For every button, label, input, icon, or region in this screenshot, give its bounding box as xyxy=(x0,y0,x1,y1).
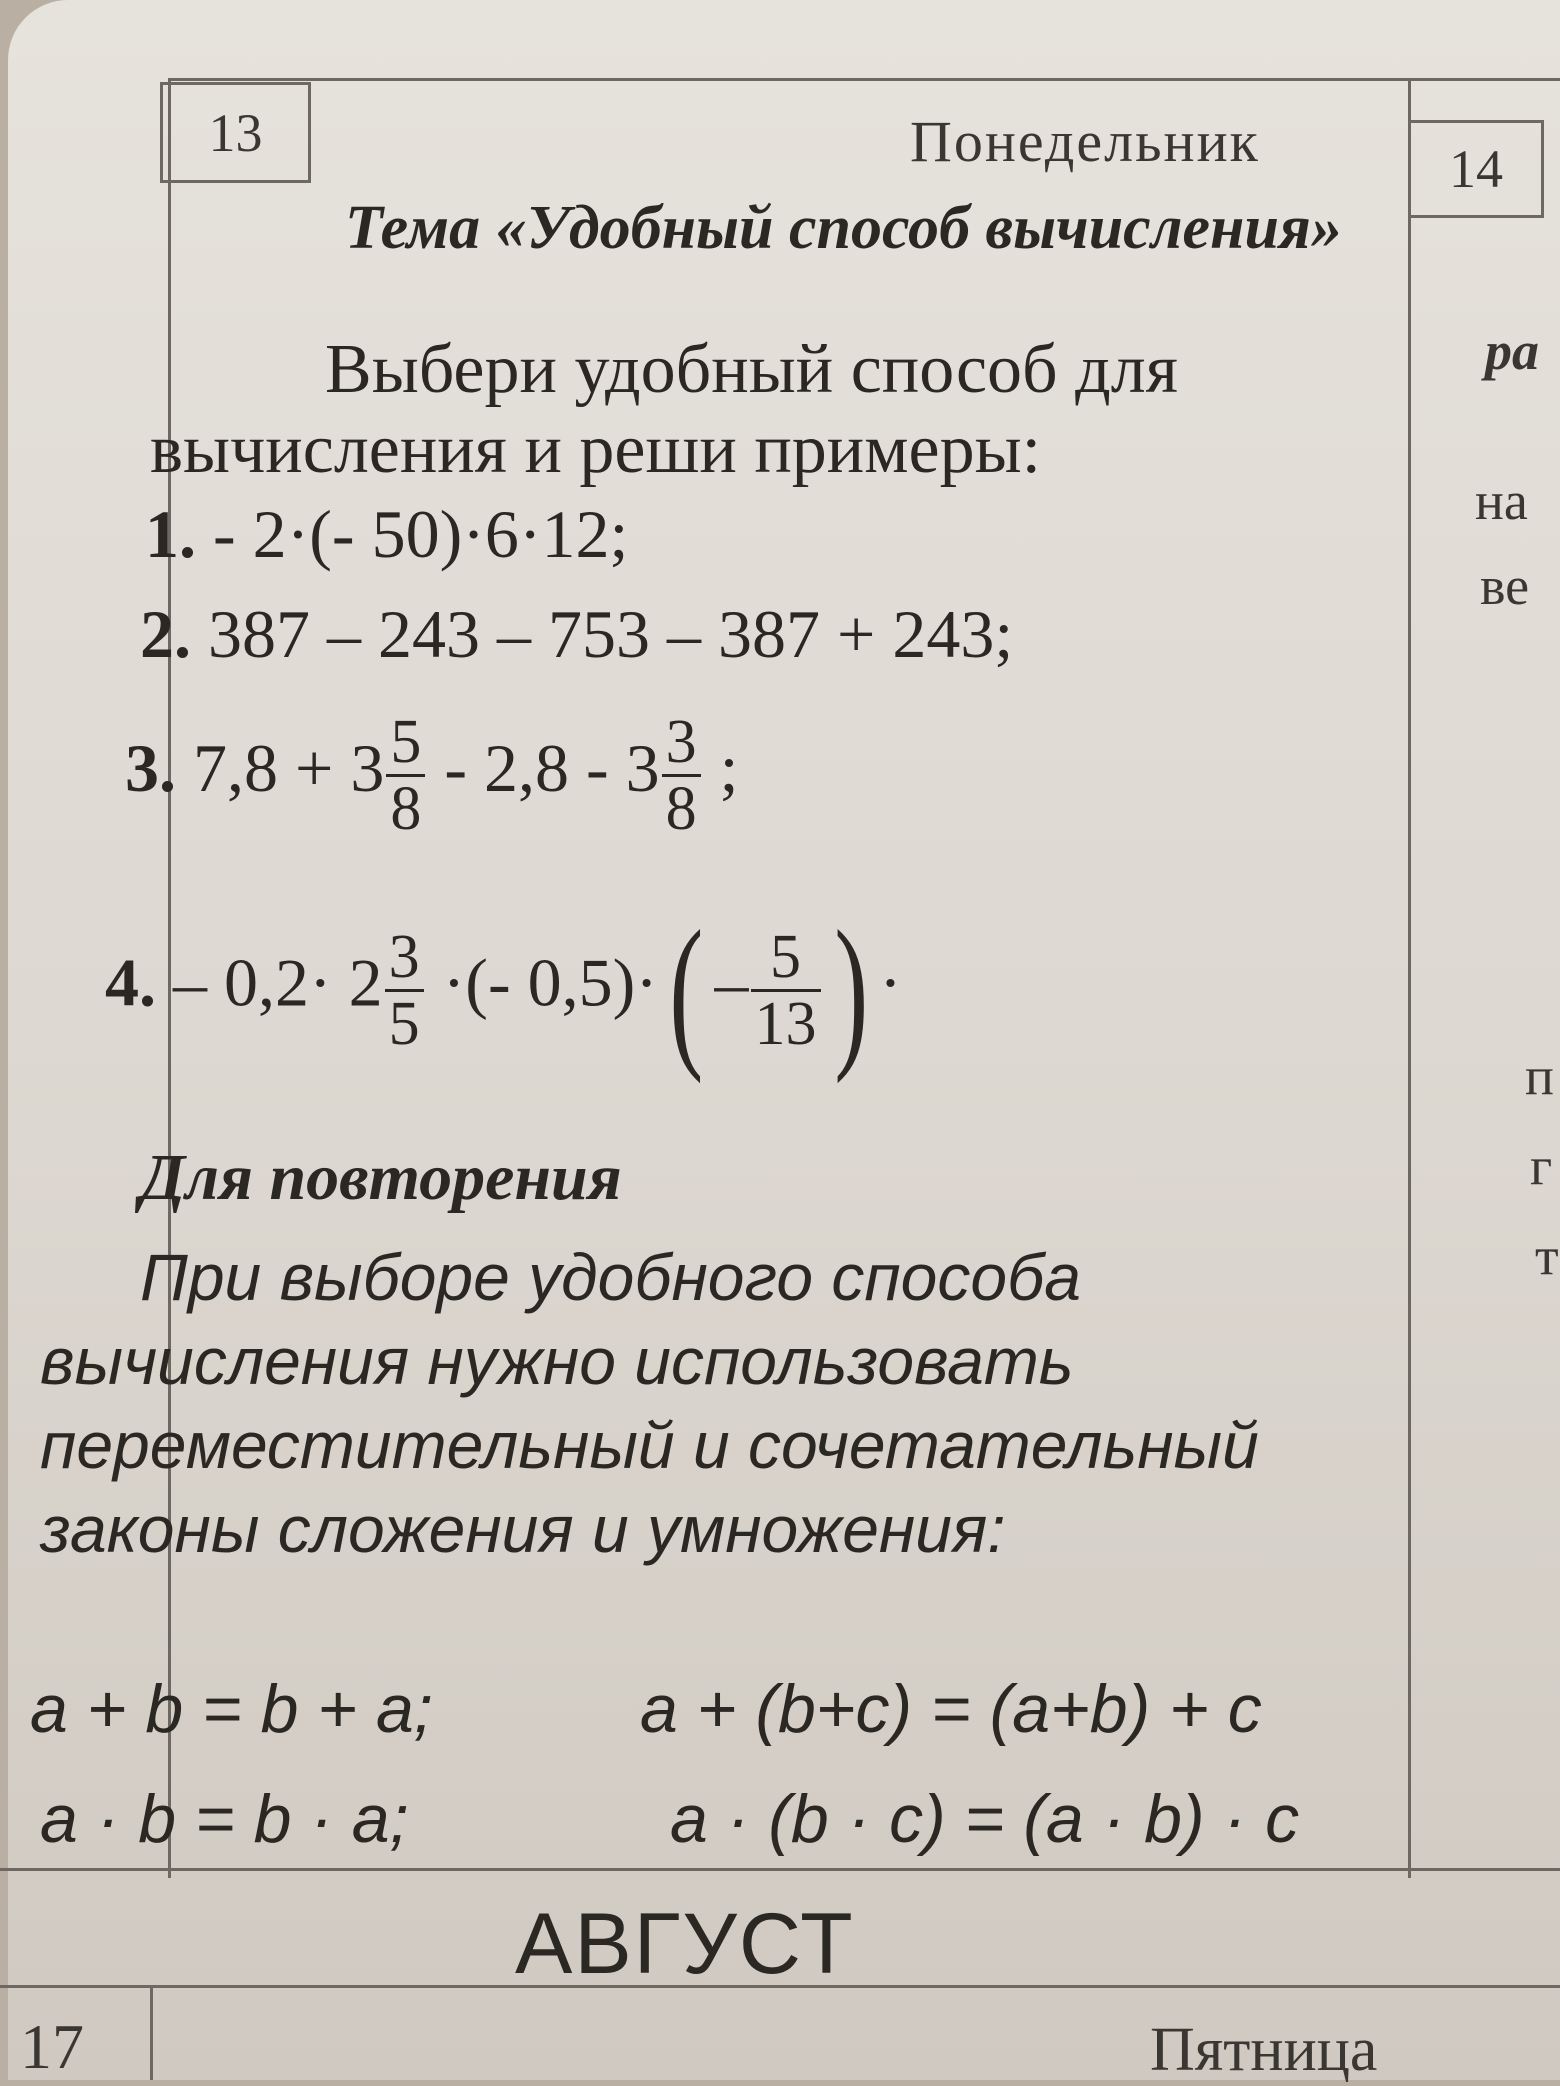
topic-title: Тема «Удобный способ вычисления» xyxy=(345,194,1342,262)
expression-tail: ; xyxy=(719,730,739,807)
fraction xyxy=(385,922,424,1058)
exercise-1 xyxy=(145,495,628,574)
exercise-number: 3. xyxy=(125,730,176,807)
review-text: При выборе удобного способа вычисления нужно использовать переместительный и сочетательный законы сложения и умножения: xyxy=(40,1240,1259,1566)
expression-part: 7,8 + 3 xyxy=(193,730,385,807)
expression-part: ·(- 0,5)· xyxy=(442,944,658,1021)
fraction-denominator: 13 xyxy=(751,989,821,1056)
column-divider xyxy=(1408,78,1411,1878)
side-fragment: г xyxy=(1530,1136,1553,1196)
top-border xyxy=(170,78,1560,81)
exercise-number: 4. xyxy=(105,944,156,1021)
fraction xyxy=(662,710,701,841)
fraction-denominator: 8 xyxy=(662,774,701,841)
exercise-number: 2. xyxy=(140,596,191,672)
bottom-border xyxy=(0,1868,1560,1871)
exercise-number: 1. xyxy=(145,496,196,572)
side-fragment: ве xyxy=(1480,556,1530,616)
side-fragment: т xyxy=(1535,1226,1559,1286)
formula-associative-add: a + (b+c) = (a+b) + c xyxy=(640,1671,1262,1747)
review-title: Для повторения xyxy=(140,1141,622,1214)
fraction-denominator: 5 xyxy=(385,989,424,1056)
expression-part: - 2,8 - 3 xyxy=(444,730,660,807)
exercise-expression: 387 – 243 – 753 – 387 + 243; xyxy=(208,596,1014,672)
footer-divider xyxy=(150,1985,153,2080)
day-number-box xyxy=(160,82,311,183)
fraction-numerator: 5 xyxy=(390,708,422,776)
formula-associative-mul: a · (b · c) = (a · b) · c xyxy=(670,1781,1300,1857)
weekday-label: Понедельник xyxy=(910,109,1260,174)
fraction xyxy=(386,710,425,841)
fraction xyxy=(751,922,821,1058)
next-day-number: 14 xyxy=(1449,139,1503,199)
exercise-4 xyxy=(105,896,902,1084)
left-paren: ( xyxy=(669,896,704,1084)
expression-part: – 0,2· 2 xyxy=(173,944,383,1021)
exercise-2 xyxy=(140,595,1013,674)
side-fragment: ра xyxy=(1485,321,1539,381)
formula-commutative-add: a + b = b + a; xyxy=(30,1671,433,1747)
side-fragment: на xyxy=(1475,471,1528,531)
right-paren: ) xyxy=(833,896,868,1084)
formula-commutative-mul: a · b = b · a; xyxy=(40,1781,409,1857)
instruction-text: Выбери удобный способ для вычисления и реши примеры: xyxy=(150,331,1178,488)
side-fragment: п xyxy=(1525,1046,1554,1106)
fraction-denominator: 8 xyxy=(386,774,425,841)
fraction-numerator: 3 xyxy=(388,922,420,991)
next-day-number-box xyxy=(1408,120,1544,218)
fraction-numerator: 5 xyxy=(770,922,802,991)
month-label: АВГУСТ xyxy=(515,1896,855,1992)
exercise-expression: - 2·(- 50)·6·12; xyxy=(213,496,629,572)
footer-day-number: 17 xyxy=(20,2011,84,2082)
fraction-numerator: 3 xyxy=(665,708,697,776)
minus-sign: – xyxy=(714,944,749,1021)
expression-tail: · xyxy=(879,944,902,1021)
day-number: 13 xyxy=(208,102,263,163)
exercise-3 xyxy=(125,710,739,841)
footer-weekday: Пятница xyxy=(1150,2016,1378,2084)
